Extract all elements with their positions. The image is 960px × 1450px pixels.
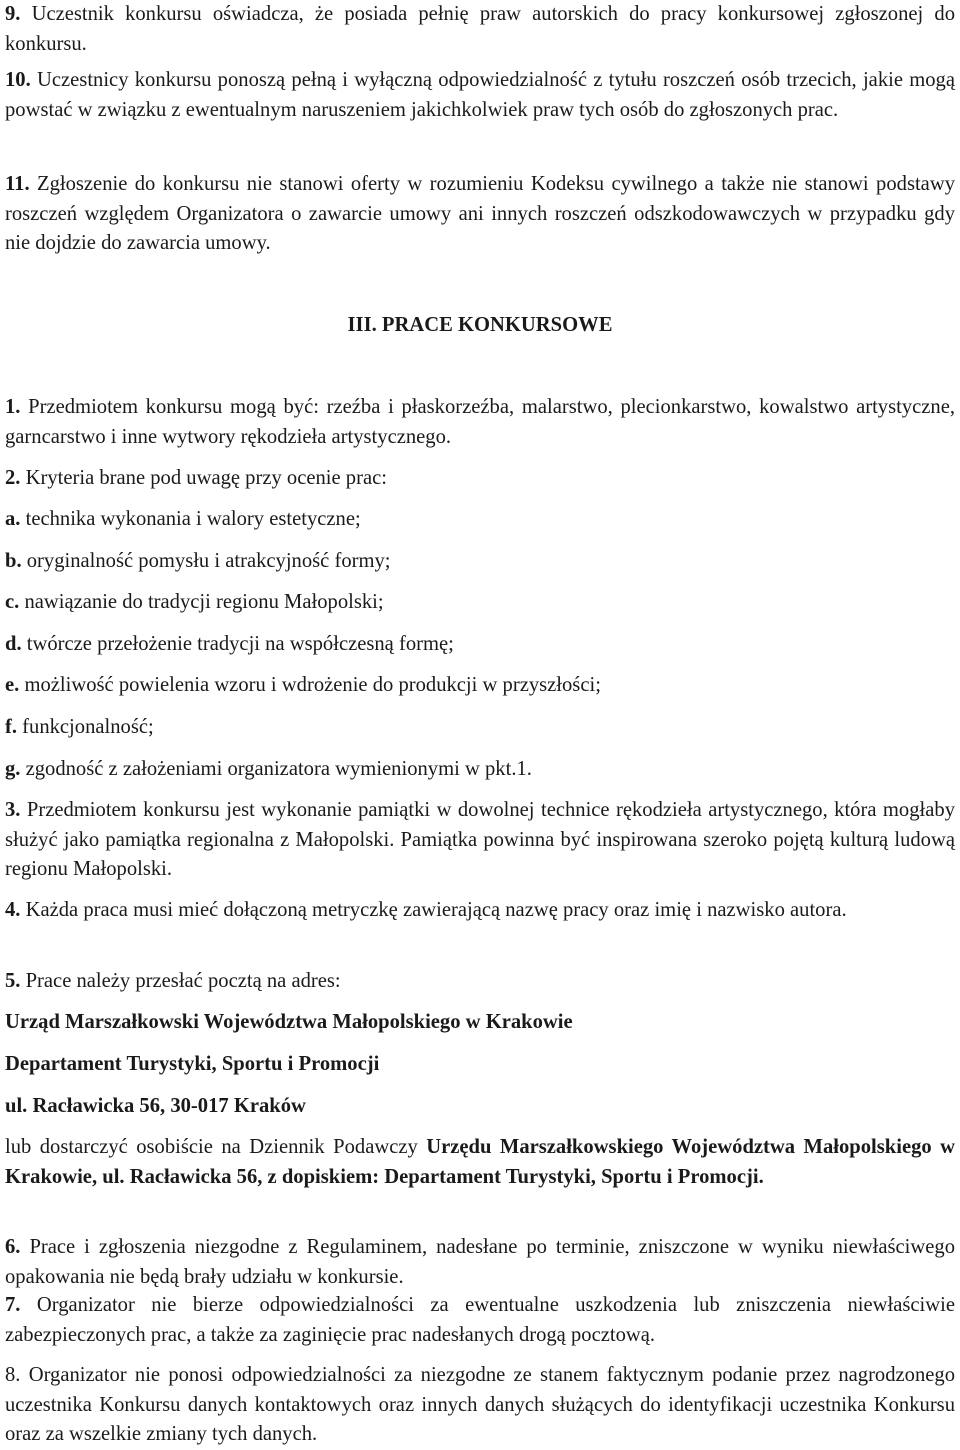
paragraph-5 bbox=[5, 967, 955, 997]
paragraph-number: 7. bbox=[5, 1294, 21, 1316]
paragraph-number: 5. bbox=[5, 970, 21, 992]
paragraph-10 bbox=[5, 66, 955, 125]
list-item-text: nawiązanie do tradycji regionu Małopolski; bbox=[19, 591, 384, 614]
list-item bbox=[5, 588, 955, 618]
list-item-text: twórcze przełożenie tradycji na współczesną formę; bbox=[21, 632, 454, 655]
list-item bbox=[5, 755, 955, 785]
list-item-letter: f. bbox=[5, 715, 18, 738]
paragraph-number: 2. bbox=[5, 467, 21, 489]
paragraph-text: Każda praca musi mieć dołączoną metryczkę zawierającą nazwę pracy oraz imię i nazwisko autora. bbox=[20, 899, 847, 921]
paragraph-1 bbox=[5, 393, 955, 452]
paragraph-number: 6. bbox=[5, 1236, 21, 1258]
list-item-letter: c. bbox=[5, 591, 20, 614]
paragraph-8 bbox=[5, 1361, 955, 1450]
paragraph-number: 3. bbox=[5, 799, 21, 821]
address-line-2: Departament Turystyki, Sportu i Promocji bbox=[5, 1053, 380, 1075]
paragraph-number: 4. bbox=[5, 899, 21, 921]
paragraph-text: Organizator nie bierze odpowiedzialności za ewentualne uszkodzenia lub zniszczenia niewłaściwie zabezpieczonych prac, a także za zaginięcie prac nadesłanych drogą pocztową. bbox=[5, 1294, 955, 1346]
paragraph-3 bbox=[5, 796, 955, 885]
paragraph-text: Uczestnik konkursu oświadcza, że posiada pełnię praw autorskich do pracy konkursowej zgłoszonej do konkursu. bbox=[5, 3, 955, 55]
address-line-1: Urząd Marszałkowski Województwa Małopolskiego w Krakowie bbox=[5, 1011, 573, 1033]
list-item-text: możliwość powielenia wzoru i wdrożenie do produkcji w przyszłości; bbox=[19, 674, 601, 697]
paragraph-text: Uczestnicy konkursu ponoszą pełną i wyłączną odpowiedzialność z tytułu roszczeń osób trzecich, jakie mogą powstać w związku z ewentualnym naruszeniem jakichkolwiek praw tych osób do zgłoszonych prac. bbox=[5, 69, 955, 121]
paragraph-text: Przedmiotem konkursu jest wykonanie pamiątki w dowolnej technice rękodzieła artystycznego, która mogłaby służyć jako pamiątka regionalna z Małopolski. Pamiątka powinna być inspirowana szeroko pojętą kulturą ludową regionu Małopolski. bbox=[5, 799, 955, 881]
paragraph-text: Prace należy przesłać pocztą na adres: bbox=[20, 970, 341, 992]
paragraph-text: Przedmiotem konkursu mogą być: rzeźba i płaskorzeźba, malarstwo, plecionkarstwo, kowalstwo artystyczne, garncarstwo i inne wytwory rękodzieła artystycznego. bbox=[5, 396, 955, 448]
list-item-letter: b. bbox=[5, 549, 22, 572]
criteria-list bbox=[5, 505, 955, 784]
list-item bbox=[5, 713, 955, 743]
paragraph-number: 1. bbox=[5, 396, 21, 418]
paragraph-text: Kryteria brane pod uwagę przy ocenie prac: bbox=[20, 467, 387, 489]
list-item-letter: d. bbox=[5, 632, 22, 655]
list-item bbox=[5, 547, 955, 577]
paragraph-text: Zgłoszenie do konkursu nie stanowi oferty w rozumieniu Kodeksu cywilnego a także nie stanowi podstawy roszczeń względem Organizatora o zawarcie umowy ani innych roszczeń odszkodowawczych w przypadku gdy nie dojdzie do zawarcia umowy. bbox=[5, 173, 955, 255]
list-item-letter: a. bbox=[5, 508, 21, 530]
list-item bbox=[5, 671, 955, 701]
paragraph-number: 8. bbox=[5, 1364, 21, 1386]
paragraph-2 bbox=[5, 464, 955, 494]
paragraph-11 bbox=[5, 170, 955, 259]
delivery-text: lub dostarczyć osobiście na Dziennik Podawczy bbox=[5, 1136, 427, 1158]
paragraph-4 bbox=[5, 896, 955, 926]
list-item bbox=[5, 630, 955, 660]
delivery-paragraph bbox=[5, 1133, 955, 1192]
address-line-3: ul. Racławicka 56, 30-017 Kraków bbox=[5, 1095, 306, 1117]
delivery-address: Urzędu Marszałkowskiego Województwa Małopolskiego w Krakowie, ul. Racławicka 56, z dopiskiem: Departament Turystyki, Sportu i Promocji. bbox=[5, 1136, 955, 1188]
paragraph-text: Prace i zgłoszenia niezgodne z Regulaminem, nadesłane po terminie, zniszczone w wyniku niewłaściwego opakowania nie będą brały udziału w konkursie. bbox=[5, 1236, 955, 1288]
paragraph-6 bbox=[5, 1233, 955, 1292]
list-item bbox=[5, 505, 955, 535]
paragraph-number: 10. bbox=[5, 69, 31, 91]
list-item-text: zgodność z założeniami organizatora wymienionymi w pkt.1. bbox=[20, 757, 532, 780]
paragraph-text: Organizator nie ponosi odpowiedzialności za niezgodne ze stanem faktycznym podanie przez nagrodzonego uczestnika Konkursu danych kontaktowych oraz innych danych służących do identyfikacji uczestnika Konkursu oraz za wszelkie zmiany tych danych. bbox=[5, 1364, 955, 1446]
paragraph-number: 9. bbox=[5, 3, 21, 25]
list-item-letter: e. bbox=[5, 674, 20, 697]
paragraph-number: 11. bbox=[5, 173, 30, 195]
section-heading: III. PRACE KONKURSOWE bbox=[347, 314, 613, 336]
list-item-text: oryginalność pomysłu i atrakcyjność formy; bbox=[21, 549, 391, 572]
list-item-text: funkcjonalność; bbox=[17, 715, 154, 738]
list-item-text: technika wykonania i walory estetyczne; bbox=[20, 508, 361, 530]
paragraph-9 bbox=[5, 0, 955, 59]
paragraph-7 bbox=[5, 1291, 955, 1350]
list-item-letter: g. bbox=[5, 757, 21, 780]
